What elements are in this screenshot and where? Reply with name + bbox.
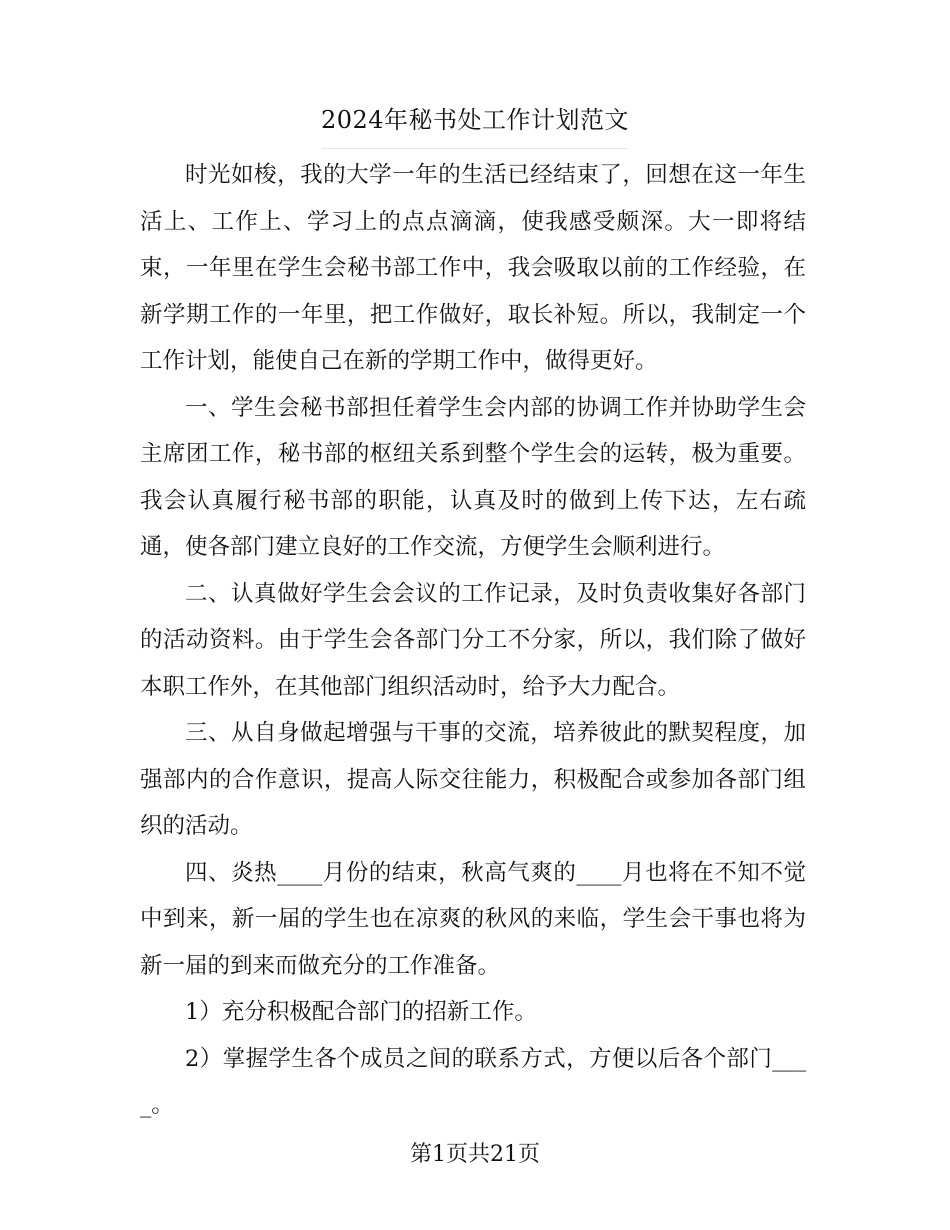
list-item-1: 1）充分积极配合部门的招新工作。 [185, 999, 537, 1025]
paragraph-section-4: 四、炎热____月份的结束，秋高气爽的____月也将在不知不觉中到来，新一届的学生也在凉爽的秋风的来临，学生会干事也将为新一届的到来而做充分的工作准备。 [140, 859, 806, 979]
paragraph-section-3: 三、从自身做起增强与干事的交流，培养彼此的默契程度，加强部内的合作意识，提高人际交往能力，积极配合或参加各部门组织的活动。 [140, 720, 806, 839]
page-number-footer: 第1页共21页 [410, 1142, 540, 1167]
title-divider [322, 148, 628, 149]
list-item-2: 2）掌握学生各个成员之间的联系方式，方便以后各个部门____。 [140, 1045, 806, 1118]
document-body [140, 152, 806, 1129]
paragraph-section-1: 一、学生会秘书部担任着学生会内部的协调工作并协助学生会主席团工作，秘书部的枢纽关系到整个学生会的运转，极为重要。我会认真履行秘书部的职能，认真及时的做到上传下达，左右疏通，使各部门建立良好的工作交流，方便学生会顺利进行。 [140, 394, 806, 560]
paragraph-intro: 时光如梭，我的大学一年的生活已经结束了，回想在这一年生活上、工作上、学习上的点点滴滴，使我感受颇深。大一即将结束，一年里在学生会秘书部工作中，我会吸取以前的工作经验，在新学期工作的一年里，把工作做好，取长补短。所以，我制定一个工作计划，能使自己在新的学期工作中，做得更好。 [140, 162, 806, 374]
document-title: 2024年秘书处工作计划范文 [320, 106, 630, 134]
paragraph-section-2: 二、认真做好学生会会议的工作记录，及时负责收集好各部门的活动资料。由于学生会各部门分工不分家，所以，我们除了做好本职工作外，在其他部门组织活动时，给予大力配合。 [140, 580, 806, 700]
